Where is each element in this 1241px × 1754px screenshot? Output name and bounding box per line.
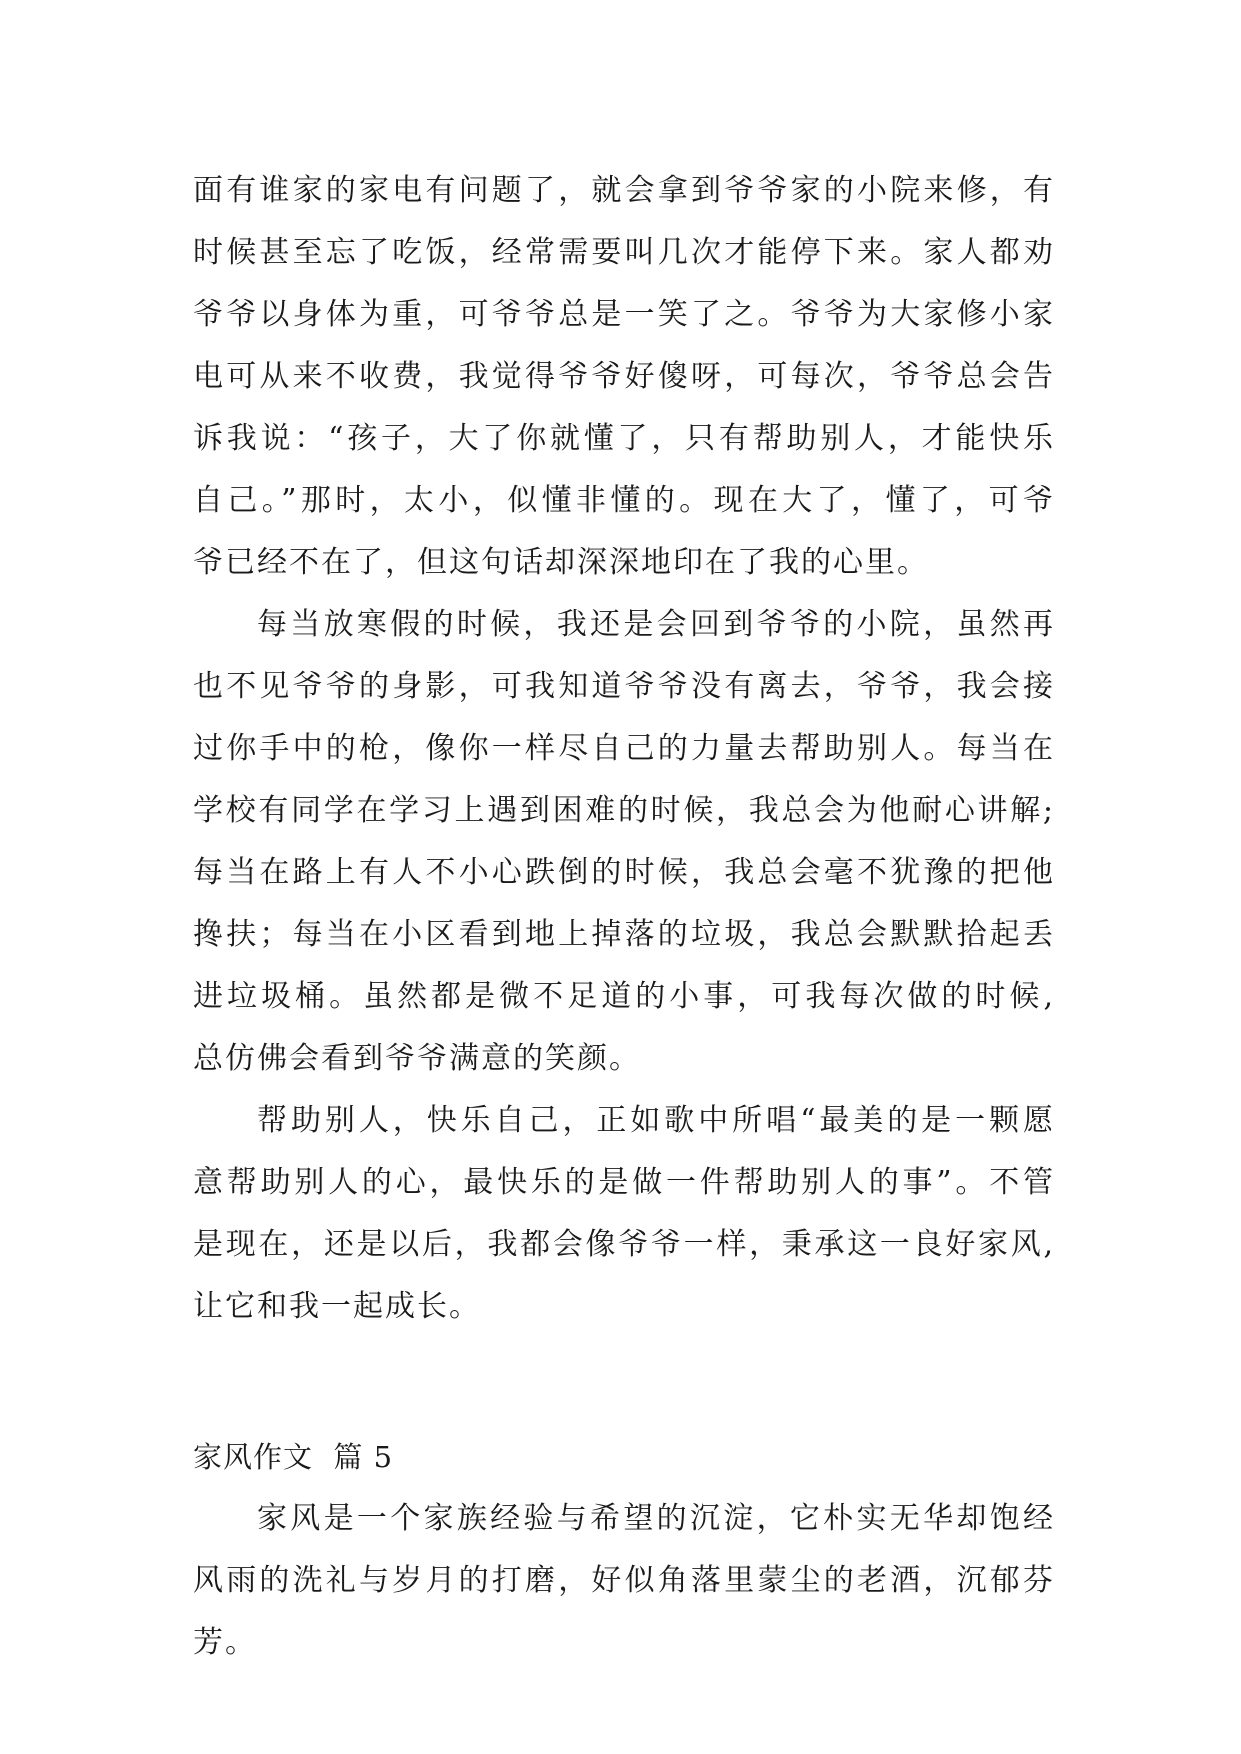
paragraph-line: 意帮助别人的心，最快乐的是做一件帮助别人的事”。不管 <box>193 1165 1055 1200</box>
paragraph-spacer <box>193 1338 1055 1426</box>
paragraph-line: 总仿佛会看到爷爷满意的笑颜。 <box>193 1041 641 1076</box>
paragraph-line: 自己。”那时，太小，似懂非懂的。现在大了，懂了，可爷 <box>193 483 1055 518</box>
paragraph-line: 帮助别人，快乐自己，正如歌中所唱“最美的是一颗愿 <box>257 1103 1055 1138</box>
paragraph-line: 爷已经不在了，但这句话却深深地印在了我的心里。 <box>193 545 929 580</box>
paragraph-line: 面有谁家的家电有问题了，就会拿到爷爷家的小院来修，有 <box>193 173 1055 208</box>
paragraph-line: 让它和我一起成长。 <box>193 1289 481 1324</box>
paragraph-line: 学校有同学在学习上遇到困难的时候，我总会为他耐心讲解; <box>193 793 1055 828</box>
paragraph-line: 每当放寒假的时候，我还是会回到爷爷的小院，虽然再 <box>257 607 1055 642</box>
document-body <box>193 160 1055 1674</box>
section-heading: 家风作文 篇 5 <box>193 1440 394 1474</box>
paragraph-line: 风雨的洗礼与岁月的打磨，好似角落里蒙尘的老酒，沉郁芬 <box>193 1563 1055 1598</box>
paragraph-line: 进垃圾桶。虽然都是微不足道的小事，可我每次做的时候, <box>193 979 1055 1014</box>
paragraph-line: 爷爷以身体为重，可爷爷总是一笑了之。爷爷为大家修小家 <box>193 297 1055 332</box>
paragraph-line: 过你手中的枪，像你一样尽自己的力量去帮助别人。每当在 <box>193 731 1055 766</box>
paragraph-line: 电可从来不收费，我觉得爷爷好傻呀，可每次，爷爷总会告 <box>193 359 1055 394</box>
paragraph-line: 诉我说：“孩子，大了你就懂了，只有帮助别人，才能快乐 <box>193 421 1055 456</box>
paragraph-line: 也不见爷爷的身影，可我知道爷爷没有离去，爷爷，我会接 <box>193 669 1055 704</box>
paragraph-line: 时候甚至忘了吃饭，经常需要叫几次才能停下来。家人都劝 <box>193 235 1055 270</box>
paragraph-line: 搀扶；每当在小区看到地上掉落的垃圾，我总会默默拾起丢 <box>193 917 1055 952</box>
paragraph-line: 是现在，还是以后，我都会像爷爷一样，秉承这一良好家风, <box>193 1227 1055 1262</box>
paragraph-line: 家风是一个家族经验与希望的沉淀，它朴实无华却饱经 <box>257 1501 1055 1536</box>
paragraph-line: 每当在路上有人不小心跌倒的时候，我总会毫不犹豫的把他 <box>193 855 1055 890</box>
paragraph-line: 芳。 <box>193 1625 257 1660</box>
